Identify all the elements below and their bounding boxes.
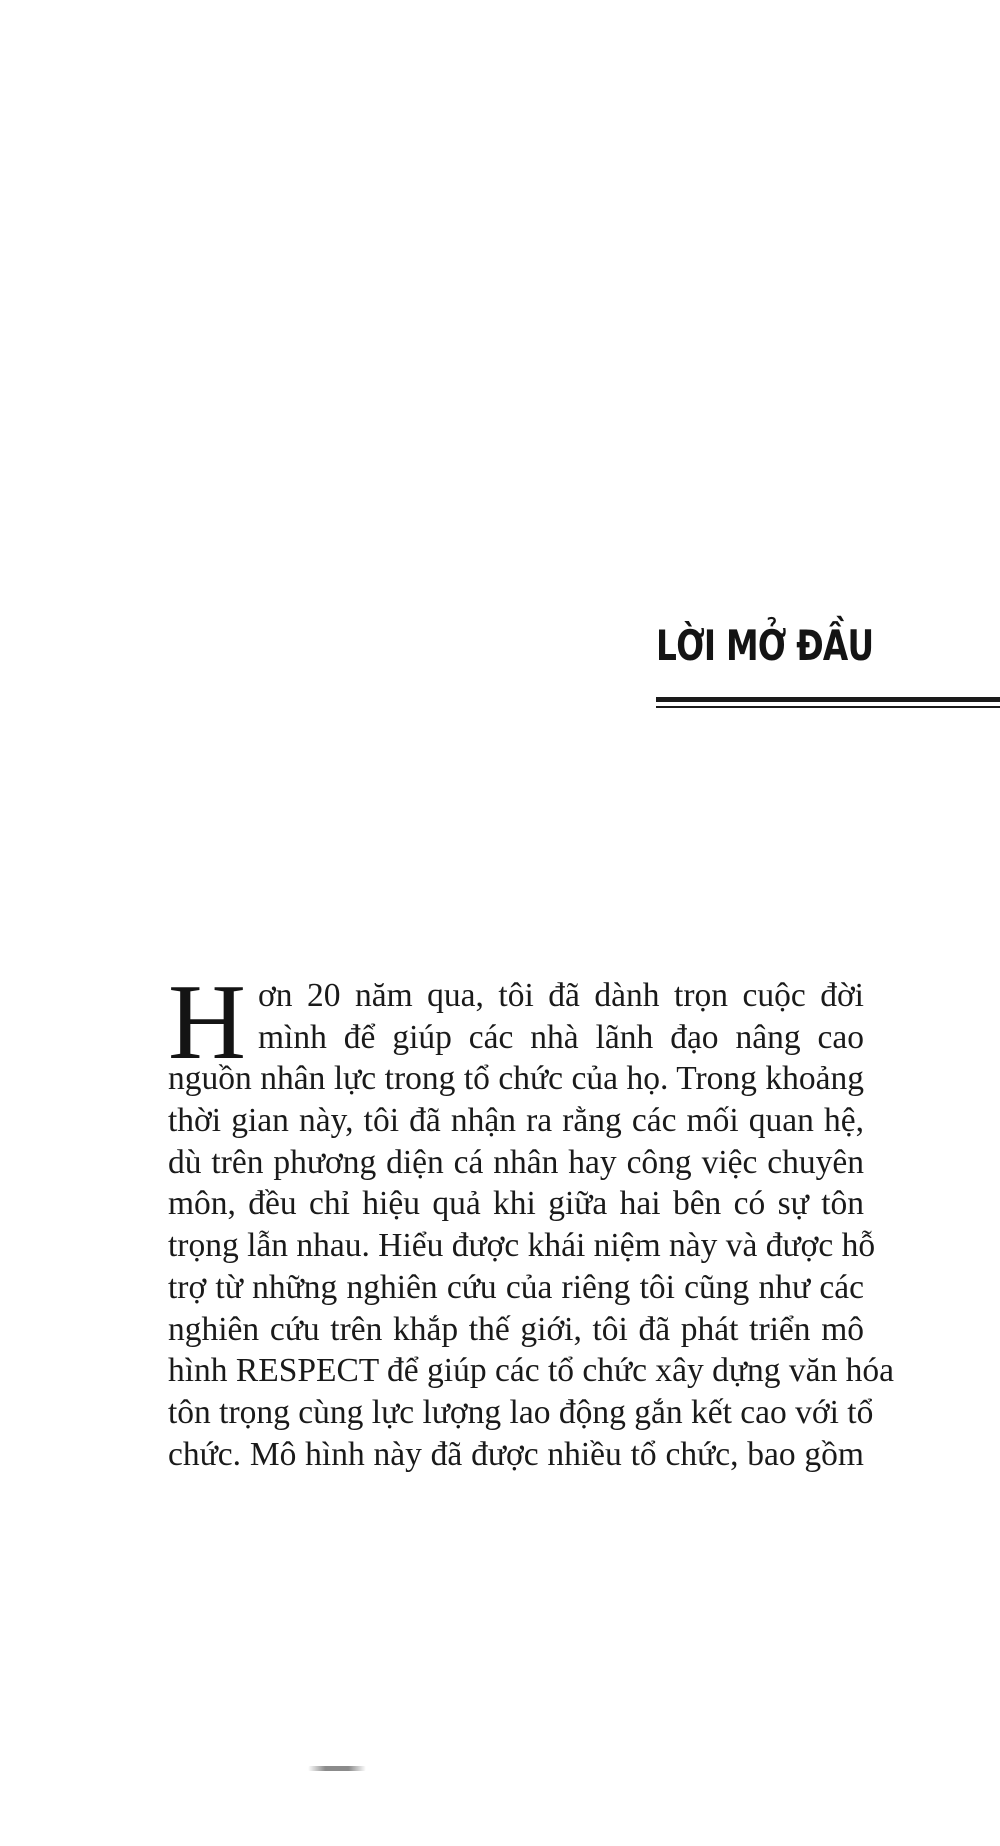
text-line: tôn trọng cùng lực lượng lao động gắn kết cao với tổ	[168, 1393, 874, 1431]
text-line: hình RESPECT để giúp các tổ chức xây dựng văn hóa	[168, 1352, 895, 1390]
text-line: thời gian này, tôi đã nhận ra rằng các mối quan hệ,	[168, 1102, 864, 1140]
title-rule-thin	[656, 706, 1000, 708]
chapter-title: LỜI MỞ ĐẦU	[656, 621, 874, 670]
body-paragraph	[168, 963, 895, 1475]
scan-smudge	[308, 1766, 366, 1771]
text-line: nghiên cứu trên khắp thế giới, tôi đã phát triển mô	[168, 1310, 864, 1348]
text-line: trợ từ những nghiên cứu của riêng tôi cũng như các	[168, 1268, 864, 1306]
drop-cap: H	[168, 963, 246, 1082]
title-rule-thick	[656, 697, 1000, 702]
text-line: mình để giúp các nhà lãnh đạo nâng cao	[258, 1018, 864, 1056]
text-line: trọng lẫn nhau. Hiểu được khái niệm này và được hỗ	[168, 1227, 876, 1265]
text-line: môn, đều chỉ hiệu quả khi giữa hai bên có sự tôn	[168, 1185, 864, 1223]
text-line: nguồn nhân lực trong tổ chức của họ. Trong khoảng	[168, 1060, 864, 1098]
text-line: ơn 20 năm qua, tôi đã dành trọn cuộc đời	[258, 977, 864, 1014]
text-line: dù trên phương diện cá nhân hay công việc chuyên	[168, 1143, 864, 1181]
text-line: chức. Mô hình này đã được nhiều tổ chức, bao gồm	[168, 1435, 864, 1473]
